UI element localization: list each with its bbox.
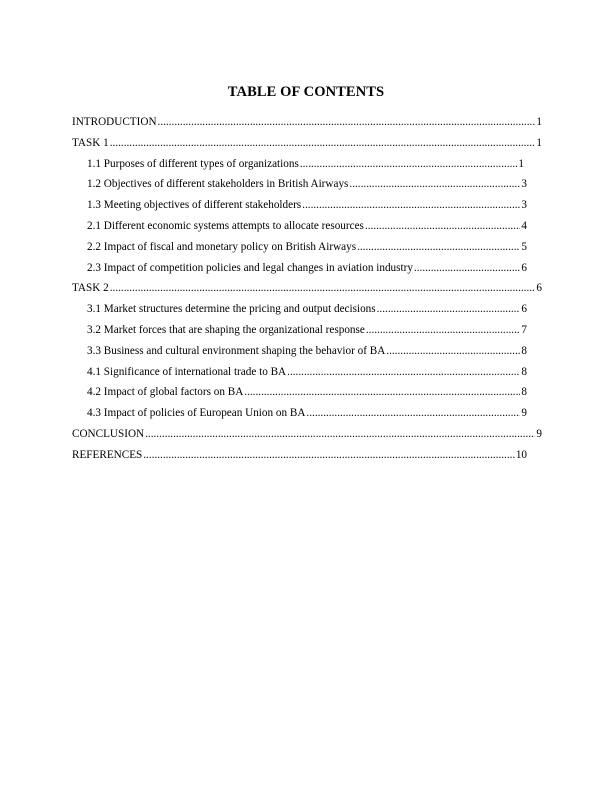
toc-entry-1-1[interactable] [72, 154, 524, 175]
toc-entry-page: 1 [536, 116, 542, 128]
toc-entry-page: 3 [521, 199, 527, 212]
toc-leader-dots [302, 195, 520, 216]
toc-entry-1-3[interactable] [72, 195, 527, 216]
toc-list [72, 112, 542, 466]
toc-entry-page: 6 [521, 303, 527, 316]
toc-entry-label: 3.3 Business and cultural environment shaping the behavior of BA [87, 344, 386, 357]
toc-entry-page: 8 [521, 365, 527, 378]
toc-entry-label: 2.2 Impact of fiscal and monetary policy on British Airways [87, 240, 357, 253]
toc-entry-page: 9 [521, 407, 527, 420]
toc-entry-2-3[interactable] [72, 258, 527, 279]
toc-entry-introduction[interactable] [72, 112, 542, 133]
toc-leader-dots [377, 299, 521, 320]
toc-entry-label: 3.1 Market structures determine the pricing and output decisions [87, 303, 376, 316]
toc-entry-4-3[interactable] [72, 403, 527, 424]
toc-entry-page: 9 [536, 427, 542, 440]
toc-entry-label: REFERENCES [72, 448, 143, 461]
toc-entry-page: 7 [521, 323, 527, 336]
toc-entry-task-1[interactable] [72, 133, 542, 154]
toc-entry-label: 1.2 Objectives of different stakeholders in British Airways [87, 178, 349, 191]
toc-leader-dots [349, 174, 520, 195]
toc-entry-page: 1 [536, 136, 542, 149]
toc-entry-label: 1.1 Purposes of different types of organizations [87, 157, 299, 170]
toc-entry-1-2[interactable] [72, 174, 527, 195]
toc-entry-page: 1 [518, 157, 524, 170]
toc-entry-page: 6 [521, 261, 527, 274]
toc-entry-label: INTRODUCTION [72, 116, 157, 128]
toc-entry-page: 3 [521, 178, 527, 191]
toc-leader-dots [110, 133, 536, 154]
toc-entry-3-3[interactable] [72, 341, 527, 362]
toc-entry-label: 4.3 Impact of policies of European Union on BA [87, 407, 306, 420]
toc-leader-dots [306, 403, 520, 424]
toc-entry-label: 2.3 Impact of competition policies and legal changes in aviation industry [87, 261, 413, 274]
toc-entry-label: CONCLUSION [72, 427, 145, 440]
toc-leader-dots [158, 112, 536, 133]
toc-leader-dots [386, 341, 520, 362]
toc-leader-dots [365, 216, 520, 237]
toc-title: TABLE OF CONTENTS [227, 84, 385, 100]
toc-entry-page: 6 [536, 282, 542, 295]
toc-entry-label: 4.2 Impact of global factors on BA [87, 386, 244, 399]
toc-leader-dots [110, 278, 536, 299]
toc-entry-3-1[interactable] [72, 299, 527, 320]
toc-entry-3-2[interactable] [72, 320, 527, 341]
toc-leader-dots [244, 382, 520, 403]
toc-entry-page: 5 [521, 240, 527, 253]
toc-entry-references[interactable] [72, 445, 527, 466]
toc-entry-label: TASK 2 [72, 282, 109, 295]
toc-entry-page: 10 [515, 448, 527, 461]
toc-entry-2-1[interactable] [72, 216, 527, 237]
toc-entry-4-2[interactable] [72, 382, 527, 403]
toc-leader-dots [414, 258, 520, 279]
toc-entry-page: 8 [521, 344, 527, 357]
toc-entry-4-1[interactable] [72, 362, 527, 383]
toc-entry-label: 1.3 Meeting objectives of different stakeholders [87, 199, 302, 212]
toc-entry-page: 8 [521, 386, 527, 399]
toc-leader-dots [366, 320, 521, 341]
toc-entry-2-2[interactable] [72, 237, 527, 258]
toc-leader-dots [143, 445, 515, 466]
toc-leader-dots [145, 424, 535, 445]
toc-entry-label: 3.2 Market forces that are shaping the organizational response [87, 323, 365, 336]
toc-entry-label: TASK 1 [72, 136, 109, 149]
toc-leader-dots [300, 154, 518, 175]
toc-entry-page: 4 [521, 219, 527, 232]
toc-entry-conclusion[interactable] [72, 424, 542, 445]
toc-leader-dots [357, 237, 520, 258]
toc-entry-label: 4.1 Significance of international trade to BA [87, 365, 287, 378]
toc-entry-label: 2.1 Different economic systems attempts to allocate resources [87, 219, 364, 232]
toc-leader-dots [287, 362, 520, 383]
toc-entry-task-2[interactable] [72, 278, 542, 299]
